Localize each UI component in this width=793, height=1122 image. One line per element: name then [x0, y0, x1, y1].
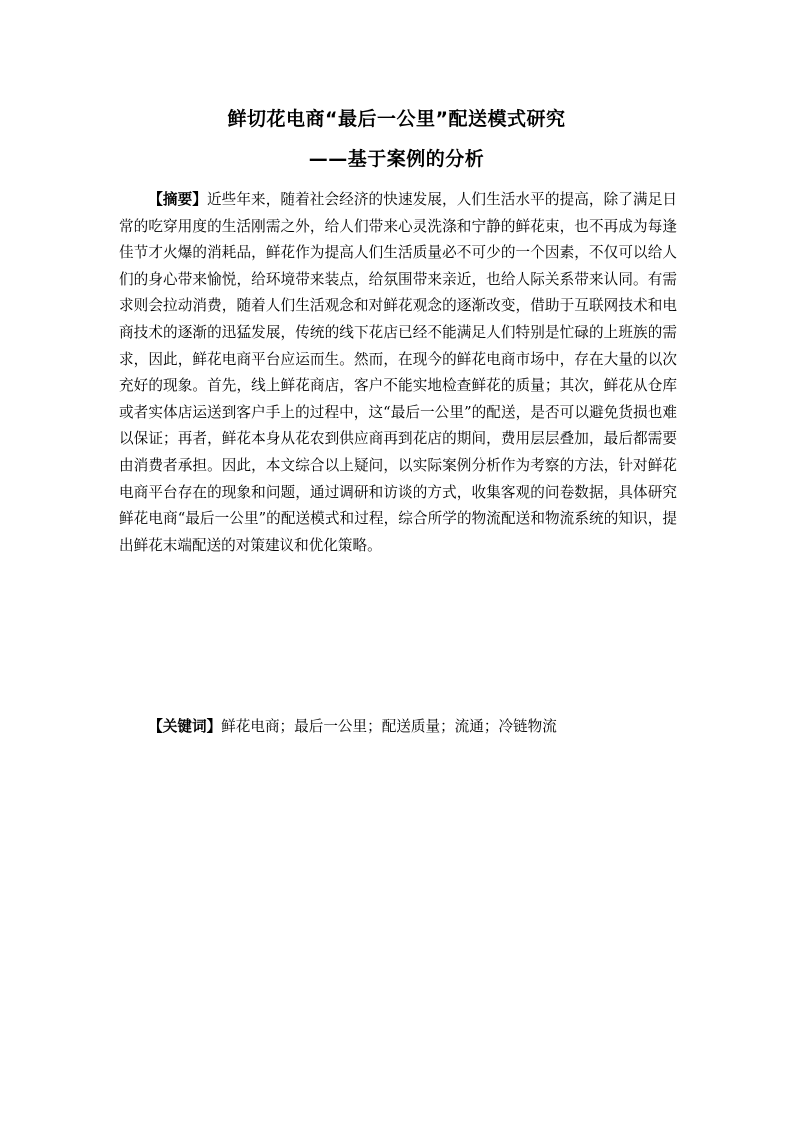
abstract-label: 【摘要】	[148, 191, 207, 208]
keywords-paragraph	[119, 714, 677, 740]
keywords-text: 鲜花电商；最后一公里；配送质量；流通；冷链物流	[221, 718, 557, 735]
keywords-label: 【关键词】	[148, 718, 222, 735]
paper-subtitle: ——基于案例的分析	[308, 148, 485, 170]
abstract-text: 近些年来，随着社会经济的快速发展，人们生活水平的提高，除了满足日常的吃穿用度的生活刚需之外，给人们带来心灵洗涤和宁静的鲜花束，也不再成为每逢佳节才火爆的消耗品，鲜花作为提高人们生活质量必不可少的一个因素，不仅可以给人们的身心带来愉悦，给环境带来装点，给氛围带来亲近，也给人际关系带来认同。有需求则会拉动消费，随着人们生活观念和对鲜花观念的逐渐改变，借助于互联网技术和电商技术的逐渐的迅猛发展，传统的线下花店已经不能满足人们特别是忙碌的上班族的需求，因此，鲜花电商平台应运而生。然而，在现今的鲜花电商市场中，存在大量的以次充好的现象。首先，线上鲜花商店，客户不能实地检查鲜花的质量；其次，鲜花从仓库或者实体店运送到客户手上的过程中，这“最后一公里”的配送，是否可以避免货损也难以保证；再者，鲜花本身从花农到供应商再到花店的期间，费用层层叠加，最后都需要由消费者承担。因此，本文综合以上疑问，以实际案例分析作为考察的方法，针对鲜花电商平台存在的现象和问题，通过调研和访谈的方式，收集客观的问卷数据，具体研究鲜花电商“最后一公里”的配送模式和过程，综合所学的物流配送和物流系统的知识，提出鲜花末端配送的对策建议和优化策略。	[119, 191, 677, 554]
paper-title: 鲜切花电商“最后一公里”配送模式研究	[227, 108, 566, 130]
abstract-paragraph	[119, 187, 677, 559]
